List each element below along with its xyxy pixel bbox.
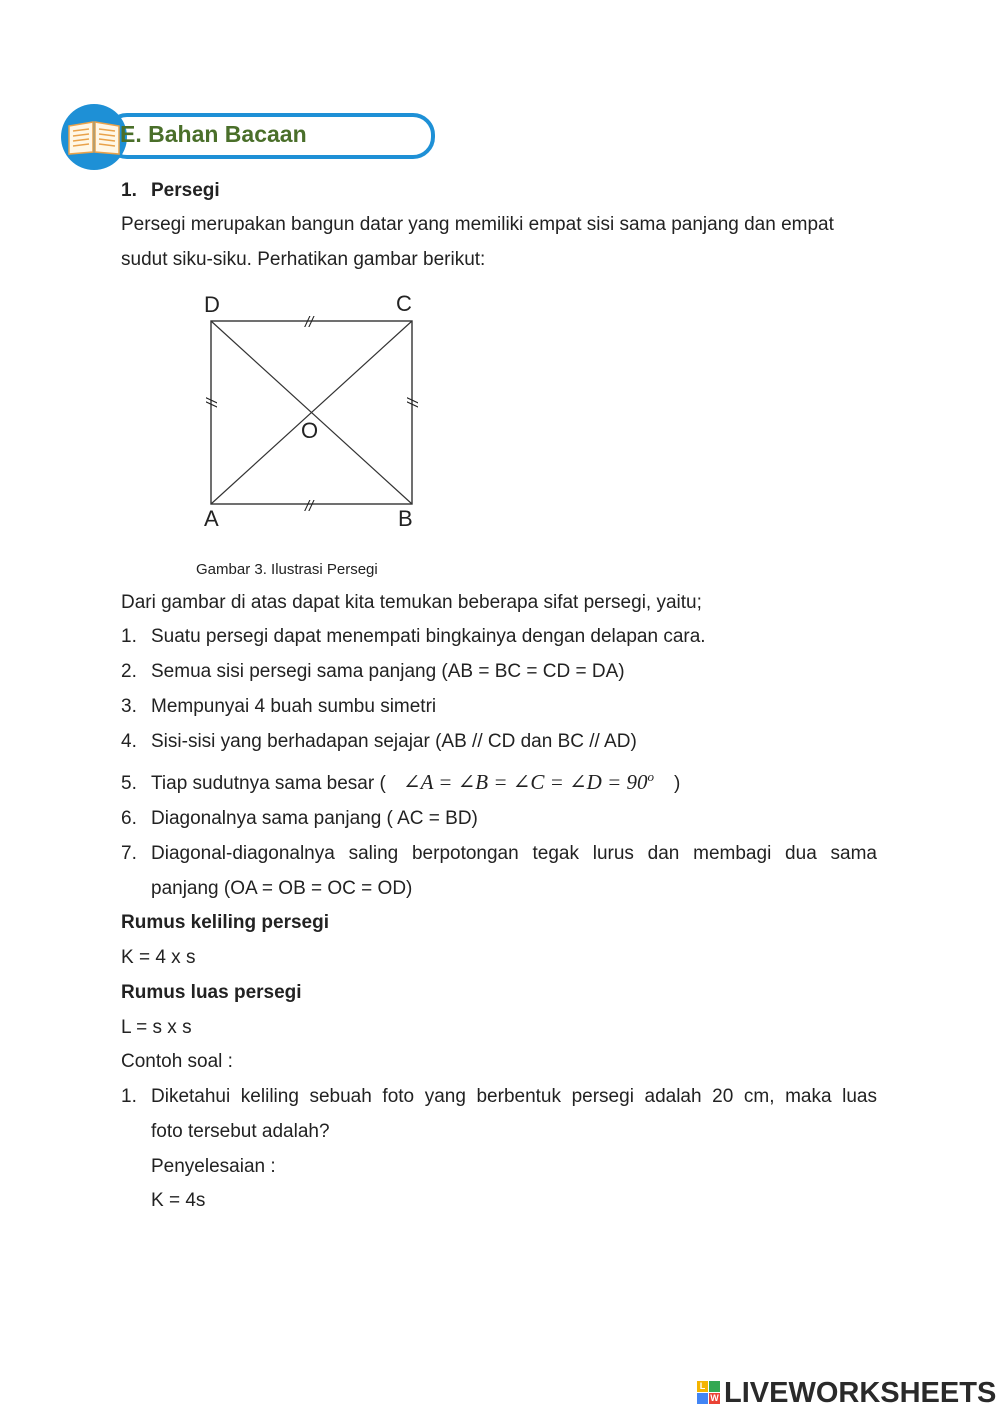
open-book-icon: [61, 104, 127, 170]
list-item: Semua sisi persegi sama panjang (AB = BC = CD = DA): [151, 661, 625, 682]
vertex-label-a: A: [204, 506, 219, 531]
angle-equation-body: ∠A = ∠B = ∠C = ∠D = 90: [403, 770, 648, 794]
intro-line-2: sudut siku-siku. Perhatikan gambar berikut:: [121, 249, 486, 270]
square-figure: [190, 285, 440, 535]
list-item: Mempunyai 4 buah sumbu simetri: [151, 696, 437, 717]
list-number: 1.: [121, 626, 137, 647]
example-title: Contoh soal :: [121, 1051, 233, 1072]
degree-superscript: o: [647, 769, 655, 784]
logo-tile-blue: [697, 1393, 708, 1404]
list-item: Diagonalnya sama panjang ( AC = BD): [151, 808, 478, 829]
list-number: 7.: [121, 843, 137, 864]
section-header-title: E. Bahan Bacaan: [120, 121, 307, 147]
vertex-label-c: C: [396, 291, 412, 316]
list-item: Diagonal-diagonalnya saling berpotongan tegak lurus dan membagi dua sama: [151, 843, 877, 864]
list-number: 5.: [121, 773, 137, 794]
list-item: Tiap sudutnya sama besar (: [151, 773, 386, 794]
liveworksheets-logo-icon: [697, 1381, 721, 1405]
keliling-formula-title: Rumus keliling persegi: [121, 912, 329, 933]
section-title: Persegi: [151, 180, 220, 201]
center-label-o: O: [301, 418, 319, 443]
list-number: 4.: [121, 731, 137, 752]
properties-intro: Dari gambar di atas dapat kita temukan beberapa sifat persegi, yaitu;: [121, 592, 702, 613]
tick-mark-top: //: [305, 314, 314, 331]
figure-caption: Gambar 3. Ilustrasi Persegi: [196, 561, 378, 578]
tick-mark-right: //: [403, 398, 420, 407]
list-item: Suatu persegi dapat menempati bingkainya dengan delapan cara.: [151, 626, 706, 647]
list-item-close: ): [674, 773, 681, 794]
vertex-label-b: B: [398, 506, 413, 531]
list-item: Sisi-sisi yang berhadapan sejajar (AB // CD dan BC // AD): [151, 731, 637, 752]
liveworksheets-brand: LIVEWORKSHEETS: [724, 1377, 997, 1409]
section-number: 1.: [121, 180, 137, 201]
example-question-line-2: foto tersebut adalah?: [151, 1121, 330, 1142]
solution-label: Penyelesaian :: [151, 1156, 276, 1177]
angle-equation: [403, 769, 654, 795]
luas-formula-title: Rumus luas persegi: [121, 982, 302, 1003]
vertex-label-d: D: [204, 292, 220, 317]
example-number: 1.: [121, 1086, 137, 1107]
section-header-badge: [61, 104, 127, 170]
list-number: 3.: [121, 696, 137, 717]
luas-formula: L = s x s: [121, 1017, 192, 1038]
list-item-continued: panjang (OA = OB = OC = OD): [151, 878, 413, 899]
tick-mark-left: //: [202, 398, 219, 407]
tick-mark-bottom: //: [305, 498, 314, 515]
keliling-formula: K = 4 x s: [121, 947, 196, 968]
list-number: 6.: [121, 808, 137, 829]
logo-tile-w: W: [710, 1393, 719, 1403]
logo-tile-l: L: [697, 1381, 708, 1392]
example-question-line-1: Diketahui keliling sebuah foto yang berbentuk persegi adalah 20 cm, maka luas: [151, 1086, 877, 1107]
solution-line-1: K = 4s: [151, 1190, 206, 1211]
list-number: 2.: [121, 661, 137, 682]
logo-tile-green: [709, 1381, 720, 1392]
intro-line-1: Persegi merupakan bangun datar yang memiliki empat sisi sama panjang dan empat: [121, 214, 834, 235]
